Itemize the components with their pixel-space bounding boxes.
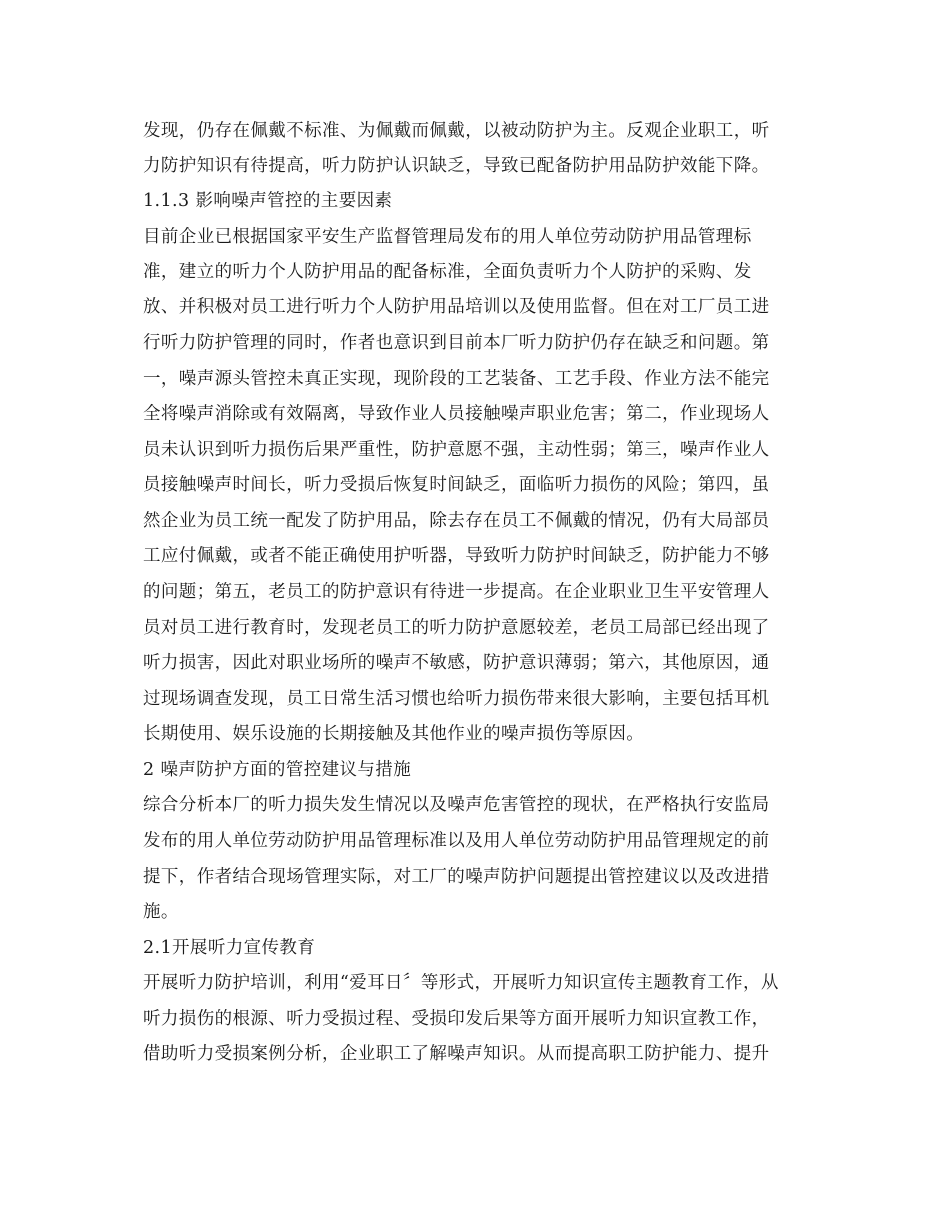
text-line: 员对员工进行教育时，发现老员工的听力防护意愿较差，老员工局部已经出现了 xyxy=(143,618,770,638)
text-line: 员接触噪声时间长，听力受损后恢复时间缺乏，面临听力损伤的风险；第四，虽 xyxy=(143,475,770,495)
text-line: 听力损害，因此对职业场所的噪声不敏感，防护意识薄弱；第六，其他原因，通 xyxy=(143,653,770,673)
text-line: 施。 xyxy=(143,902,179,922)
text-line: 全将噪声消除或有效隔离，导致作业人员接触噪声职业危害；第二，作业现场人 xyxy=(143,404,770,424)
text-line: 开展听力防护培训，利用“爱耳日〞等形式，开展听力知识宣传主题教育工作，从 xyxy=(143,973,779,993)
text-line: 长期使用、娱乐设施的长期接触及其他作业的噪声损伤等原因。 xyxy=(143,724,645,744)
section-heading: 2.1开展听力宣传教育 xyxy=(143,938,316,958)
text-line: 借助听力受损案例分析，企业职工了解噪声知识。从而提高职工防护能力、提升 xyxy=(143,1044,770,1064)
text-line: 力防护知识有待提高，听力防护认识缺乏，导致已配备防护用品防护效能下降。 xyxy=(143,156,770,176)
text-line: 的问题；第五，老员工的防护意识有待进一步提高。在企业职业卫生平安管理人 xyxy=(143,582,770,602)
text-line: 综合分析本厂的听力损失发生情况以及噪声危害管控的现状，在严格执行安监局 xyxy=(143,795,770,815)
text-line: 行听力防护管理的同时，作者也意识到目前本厂听力防护仍存在缺乏和问题。第 xyxy=(143,333,770,353)
text-line: 一，噪声源头管控未真正实现，现阶段的工艺装备、工艺手段、作业方法不能完 xyxy=(143,369,770,389)
text-line: 提下，作者结合现场管理实际，对工厂的噪声防护问题提出管控建议以及改进措 xyxy=(143,867,770,887)
text-line: 发布的用人单位劳动防护用品管理标准以及用人单位劳动防护用品管理规定的前 xyxy=(143,831,770,851)
text-line: 然企业为员工统一配发了防护用品，除去存在员工不佩戴的情况，仍有大局部员 xyxy=(143,511,770,531)
text-line: 准，建立的听力个人防护用品的配备标准，全面负责听力个人防护的采购、发 xyxy=(143,262,752,282)
text-line: 工应付佩戴，或者不能正确使用护听器，导致听力防护时间缺乏，防护能力不够 xyxy=(143,546,770,566)
text-line: 目前企业已根据国家平安生产监督管理局发布的用人单位劳动防护用品管理标 xyxy=(143,227,752,247)
section-heading: 2 噪声防护方面的管控建议与措施 xyxy=(143,760,412,780)
text-line: 听力损伤的根源、听力受损过程、受损印发后果等方面开展听力知识宣教工作， xyxy=(143,1009,770,1029)
section-heading: 1.1.3 影响噪声管控的主要因素 xyxy=(143,191,393,211)
text-line: 发现，仍存在佩戴不标准、为佩戴而佩戴，以被动防护为主。反观企业职工，听 xyxy=(143,121,770,141)
text-line: 放、并积极对员工进行听力个人防护用品培训以及使用监督。但在对工厂员工进 xyxy=(143,297,770,317)
text-line: 过现场调查发现，员工日常生活习惯也给听力损伤带来很大影响，主要包括耳机 xyxy=(143,689,770,709)
text-line: 员未认识到听力损伤后果严重性，防护意愿不强，主动性弱；第三，噪声作业人 xyxy=(143,440,770,460)
